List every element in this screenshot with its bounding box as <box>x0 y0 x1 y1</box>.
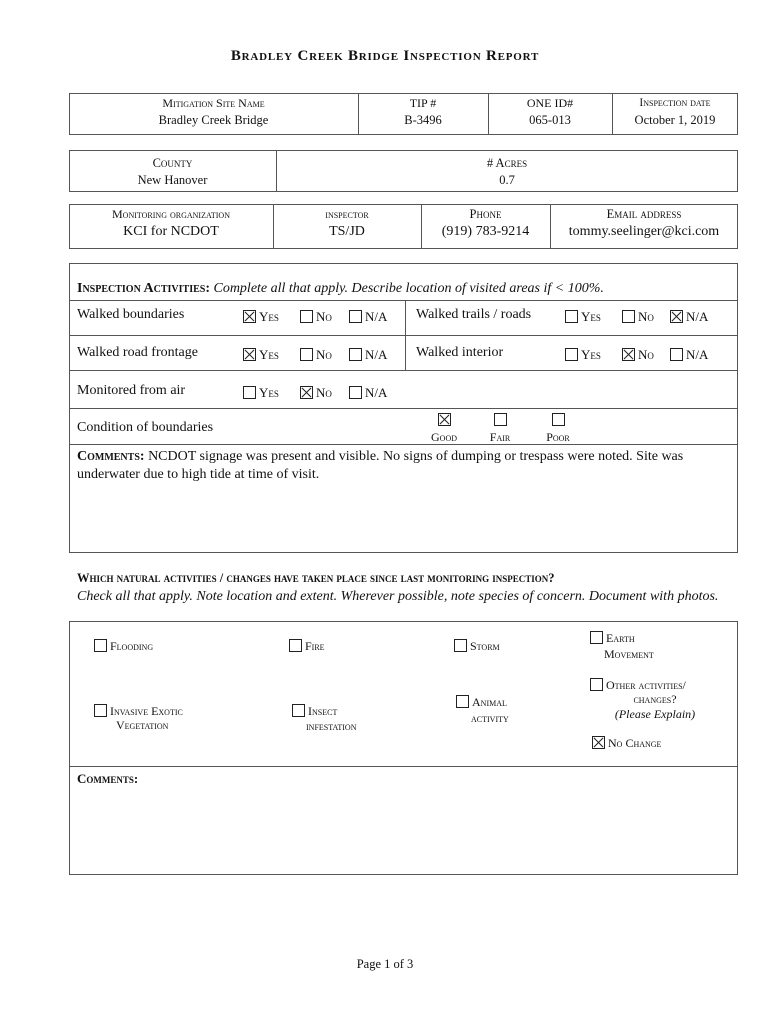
monitored-from-air-na[interactable]: N/A <box>349 385 387 401</box>
org-label: Monitoring organization <box>112 207 230 221</box>
county-value: New Hanover <box>137 173 208 187</box>
checkbox-checked-icon[interactable] <box>670 310 683 323</box>
walked-interior-label: Walked interior <box>416 345 504 360</box>
inspector-label: inspector <box>325 207 369 221</box>
checkbox-icon[interactable] <box>670 348 683 361</box>
invasive-exotic-option[interactable]: Invasive Exotic <box>94 703 183 719</box>
checkbox-icon[interactable] <box>349 386 362 399</box>
earth-movement-label-2: Movement <box>604 647 654 661</box>
walked-boundaries-label: Walked boundaries <box>77 307 185 322</box>
other-activities-option[interactable]: Other activities/ <box>590 677 686 693</box>
natural-heading: Which natural activities / changes have taken place since last monitoring inspection? <box>77 571 555 585</box>
walked-road-frontage-yes[interactable]: Yes <box>243 347 279 363</box>
checkbox-icon[interactable] <box>454 639 467 652</box>
checkbox-checked-icon[interactable] <box>592 736 605 749</box>
condition-label: Condition of boundaries <box>77 420 214 435</box>
monitored-from-air-label: Monitored from air <box>77 383 186 398</box>
invasive-exotic-label-2: Vegetation <box>116 718 169 732</box>
condition-good[interactable]: Good <box>426 411 462 445</box>
fire-option[interactable]: Fire <box>289 638 325 654</box>
checkbox-icon[interactable] <box>243 386 256 399</box>
insect-infestation-option[interactable]: Insect <box>292 703 337 719</box>
checkbox-icon[interactable] <box>565 310 578 323</box>
storm-option[interactable]: Storm <box>454 638 500 654</box>
page-number: Page 1 of 3 <box>356 957 414 971</box>
checkbox-icon[interactable] <box>590 631 603 644</box>
checkbox-icon[interactable] <box>456 695 469 708</box>
activities-heading <box>77 281 604 297</box>
walked-trails-no[interactable]: No <box>622 309 654 325</box>
walked-trails-na[interactable]: N/A <box>670 309 708 325</box>
condition-fair[interactable]: Fair <box>482 411 518 445</box>
activities-instructions: Complete all that apply. Describe location of visited areas if < 100%. <box>213 281 604 296</box>
org-value: KCI for NCDOT <box>123 224 219 239</box>
checkbox-checked-icon[interactable] <box>243 310 256 323</box>
monitored-from-air-no[interactable]: No <box>300 385 332 401</box>
checkbox-icon[interactable] <box>289 639 302 652</box>
comments-text: NCDOT signage was present and visible. No signs of dumping or trespass were noted. Site was underwater due to high tide at time of visit. <box>77 449 684 482</box>
checkbox-icon[interactable] <box>300 310 313 323</box>
earth-movement-option[interactable]: Earth <box>590 630 635 646</box>
acres-value: 0.7 <box>499 173 515 187</box>
walked-trails-yes[interactable]: Yes <box>565 309 601 325</box>
tip-value: B-3496 <box>404 113 442 127</box>
walked-interior-no[interactable]: No <box>622 347 654 363</box>
tip-label: TIP # <box>409 96 437 110</box>
walked-interior-na[interactable]: N/A <box>670 347 708 363</box>
natural-instructions: Check all that apply. Note location and extent. Wherever possible, note species of concern. Document with photos. <box>77 589 719 604</box>
report-title: Bradley Creek Bridge Inspection Report <box>230 48 540 64</box>
no-change-option[interactable]: No Change <box>592 735 661 751</box>
phone-value: (919) 783-9214 <box>441 224 530 239</box>
email-label: Email address <box>606 207 682 221</box>
walked-road-frontage-no[interactable]: No <box>300 347 332 363</box>
checkbox-checked-icon[interactable] <box>438 413 451 426</box>
phone-label: Phone <box>469 207 502 221</box>
one-id-value: 065-013 <box>529 113 571 127</box>
checkbox-icon[interactable] <box>292 704 305 717</box>
inspection-date-value: October 1, 2019 <box>634 113 716 127</box>
one-id-label: ONE ID# <box>526 96 574 110</box>
walked-road-frontage-na[interactable]: N/A <box>349 347 387 363</box>
animal-activity-label-2: activity <box>471 711 509 725</box>
checkbox-checked-icon[interactable] <box>243 348 256 361</box>
checkbox-icon[interactable] <box>94 704 107 717</box>
checkbox-icon[interactable] <box>552 413 565 426</box>
site-name-value: Bradley Creek Bridge <box>158 113 269 127</box>
walked-boundaries-yes[interactable]: Yes <box>243 309 279 325</box>
condition-poor[interactable]: Poor <box>540 411 576 445</box>
other-activities-label-3: (Please Explain) <box>614 707 696 721</box>
natural-comments-label: Comments: <box>77 771 139 786</box>
insect-infestation-label-2: infestation <box>306 719 357 733</box>
checkbox-icon[interactable] <box>300 348 313 361</box>
checkbox-icon[interactable] <box>349 310 362 323</box>
inspection-date-label: Inspection date <box>639 97 711 109</box>
checkbox-icon[interactable] <box>565 348 578 361</box>
inspector-value: TS/JD <box>329 224 365 239</box>
checkbox-icon[interactable] <box>590 678 603 691</box>
checkbox-checked-icon[interactable] <box>622 348 635 361</box>
comments-label: Comments: <box>77 449 145 464</box>
monitored-from-air-yes[interactable]: Yes <box>243 385 279 401</box>
walked-interior-yes[interactable]: Yes <box>565 347 601 363</box>
checkbox-checked-icon[interactable] <box>300 386 313 399</box>
checkbox-icon[interactable] <box>349 348 362 361</box>
other-activities-label-2: changes? <box>633 692 677 706</box>
checkbox-icon[interactable] <box>622 310 635 323</box>
walked-road-frontage-label: Walked road frontage <box>77 345 198 360</box>
walked-boundaries-na[interactable]: N/A <box>349 309 387 325</box>
animal-activity-option[interactable]: Animal <box>456 694 507 710</box>
email-value: tommy.seelinger@kci.com <box>568 224 720 239</box>
activities-heading-label: Inspection Activities: <box>77 281 210 296</box>
activities-comments <box>77 448 729 484</box>
checkbox-icon[interactable] <box>94 639 107 652</box>
walked-trails-label: Walked trails / roads <box>416 307 532 322</box>
acres-label: # Acres <box>486 156 528 170</box>
site-name-label: Mitigation Site Name <box>162 96 265 110</box>
walked-boundaries-no[interactable]: No <box>300 309 332 325</box>
flooding-option[interactable]: Flooding <box>94 638 153 654</box>
county-label: County <box>152 156 193 170</box>
checkbox-icon[interactable] <box>494 413 507 426</box>
